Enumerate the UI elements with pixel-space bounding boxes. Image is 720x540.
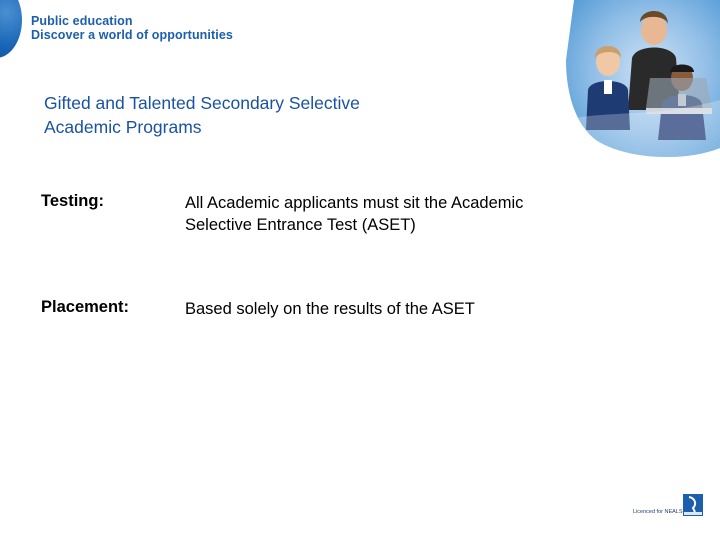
brand-header	[31, 14, 233, 42]
licence-text: Licenced for NEALS	[633, 509, 683, 515]
slide-title	[44, 91, 464, 139]
placement-value-line-1: Based solely on the results of the ASET	[185, 300, 475, 318]
brand-tagline: Discover a world of opportunities	[31, 28, 233, 42]
testing-label: Testing:	[41, 192, 104, 210]
neals-logo	[633, 494, 705, 518]
students-photo	[566, 0, 720, 158]
testing-value-line-1: All Academic applicants must sit the Academic	[185, 194, 524, 212]
neals-mark-icon	[683, 494, 703, 516]
title-line-1: Gifted and Talented Secondary Selective	[44, 93, 360, 113]
brand-title: Public education	[31, 14, 133, 28]
placement-value	[185, 298, 585, 320]
placement-label: Placement:	[41, 298, 130, 316]
title-line-2: Academic Programs	[44, 117, 202, 137]
testing-value-line-2: Selective Entrance Test (ASET)	[185, 216, 416, 234]
brand-swoosh-logo	[0, 0, 22, 58]
testing-value	[185, 192, 585, 236]
